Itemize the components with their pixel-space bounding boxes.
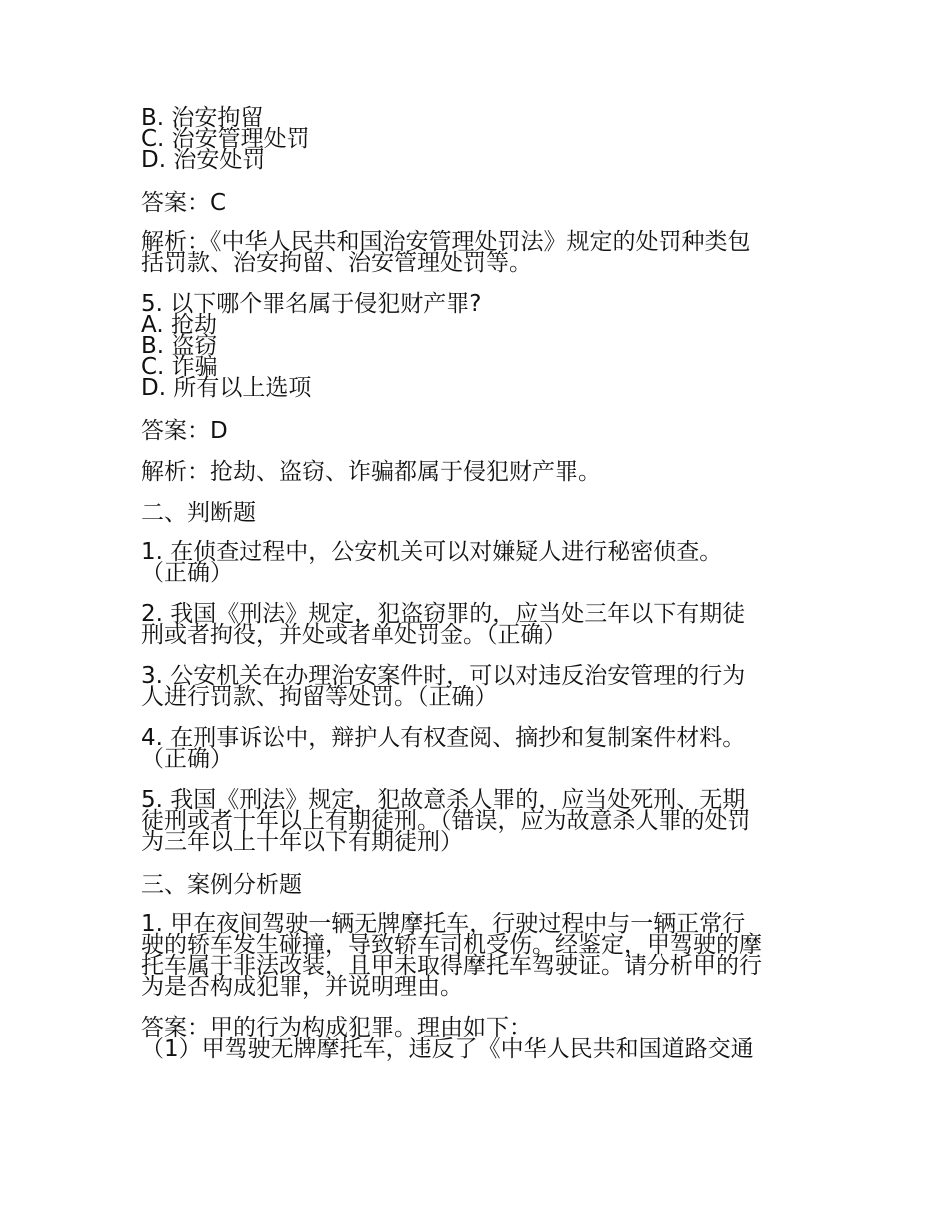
section2-heading-text: 二、判断题 xyxy=(141,500,256,526)
q4-answer xyxy=(141,191,821,215)
judgement-5-line1: 5. 我国《刑法》规定，犯故意杀人罪的，应当处死刑、无期 xyxy=(141,787,746,813)
judgement-item xyxy=(141,601,821,648)
judgement-4-line2: （正确） xyxy=(141,746,233,772)
q4-options xyxy=(141,105,821,173)
case-1-line4: 为是否构成犯罪，并说明理由。 xyxy=(141,974,463,1000)
judgement-item xyxy=(141,725,821,772)
q5-option-d: D. 所有以上选项 xyxy=(141,375,312,401)
judgement-4-line1: 4. 在刑事诉讼中，辩护人有权查阅、摘抄和复制案件材料。 xyxy=(141,725,746,751)
q4-option-b: B. 治安拘留 xyxy=(141,105,264,131)
section3-heading xyxy=(141,873,821,897)
q5-option-c: C. 诈骗 xyxy=(141,354,218,380)
judgement-item xyxy=(141,663,821,710)
q5-option-a: A. 抢劫 xyxy=(141,312,217,338)
section3-heading-text: 三、案例分析题 xyxy=(141,872,302,898)
case-1-answer xyxy=(141,1015,821,1062)
q5-explanation-text: 解析：抢劫、盗窃、诈骗都属于侵犯财产罪。 xyxy=(141,459,601,485)
judgement-2-line2: 刑或者拘役，并处或者单处罚金。（正确） xyxy=(141,622,567,648)
section2-heading xyxy=(141,501,821,525)
q5-answer-text: 答案：D xyxy=(141,418,228,444)
judgement-3-line1: 3. 公安机关在办理治安案件时，可以对违反治安管理的行为 xyxy=(141,663,746,689)
q4-answer-text: 答案：C xyxy=(141,190,227,216)
q4-option-d: D. 治安处罚 xyxy=(141,147,266,173)
case-1-line3: 托车属于非法改装，且甲未取得摩托车驾驶证。请分析甲的行 xyxy=(141,953,762,979)
q5-explanation xyxy=(141,460,821,484)
judgement-item xyxy=(141,787,821,855)
case-1-line1: 1. 甲在夜间驾驶一辆无牌摩托车，行驶过程中与一辆正常行 xyxy=(141,911,746,937)
case-1 xyxy=(141,911,821,1000)
judgement-2-line1: 2. 我国《刑法》规定，犯盗窃罪的，应当处三年以下有期徒 xyxy=(141,601,746,627)
q4-explanation xyxy=(141,229,821,276)
judgement-item xyxy=(141,539,821,586)
judgement-1-line2: （正确） xyxy=(141,560,233,586)
judgement-5-line3: 为三年以上十年以下有期徒刑） xyxy=(141,829,463,855)
q4-explanation-line2: 括罚款、治安拘留、治安管理处罚等。 xyxy=(141,250,532,276)
q5-question: 5. 以下哪个罪名属于侵犯财产罪? xyxy=(141,291,482,317)
q4-explanation-line1: 解析：《中华人民共和国治安管理处罚法》规定的处罚种类包 xyxy=(141,229,751,255)
case-1-line2: 驶的轿车发生碰撞，导致轿车司机受伤。经鉴定，甲驾驶的摩 xyxy=(141,932,762,958)
q5-option-b: B. 盗窃 xyxy=(141,333,218,359)
judgement-3-line2: 人进行罚款、拘留等处罚。（正确） xyxy=(141,684,498,710)
case-1-answer-line1: 答案：甲的行为构成犯罪。理由如下： xyxy=(141,1015,532,1041)
q4-option-c: C. 治安管理处罚 xyxy=(141,126,310,152)
q5-answer xyxy=(141,419,821,443)
judgement-1-line1: 1. 在侦查过程中，公安机关可以对嫌疑人进行秘密侦查。 xyxy=(141,539,723,565)
document-page xyxy=(141,105,821,1080)
q5-block xyxy=(141,291,821,401)
case-1-answer-line2: （1）甲驾驶无牌摩托车，违反了《中华人民共和国道路交通 xyxy=(141,1036,754,1062)
judgement-5-line2: 徒刑或者十年以上有期徒刑。（错误，应为故意杀人罪的处罚 xyxy=(141,808,751,834)
